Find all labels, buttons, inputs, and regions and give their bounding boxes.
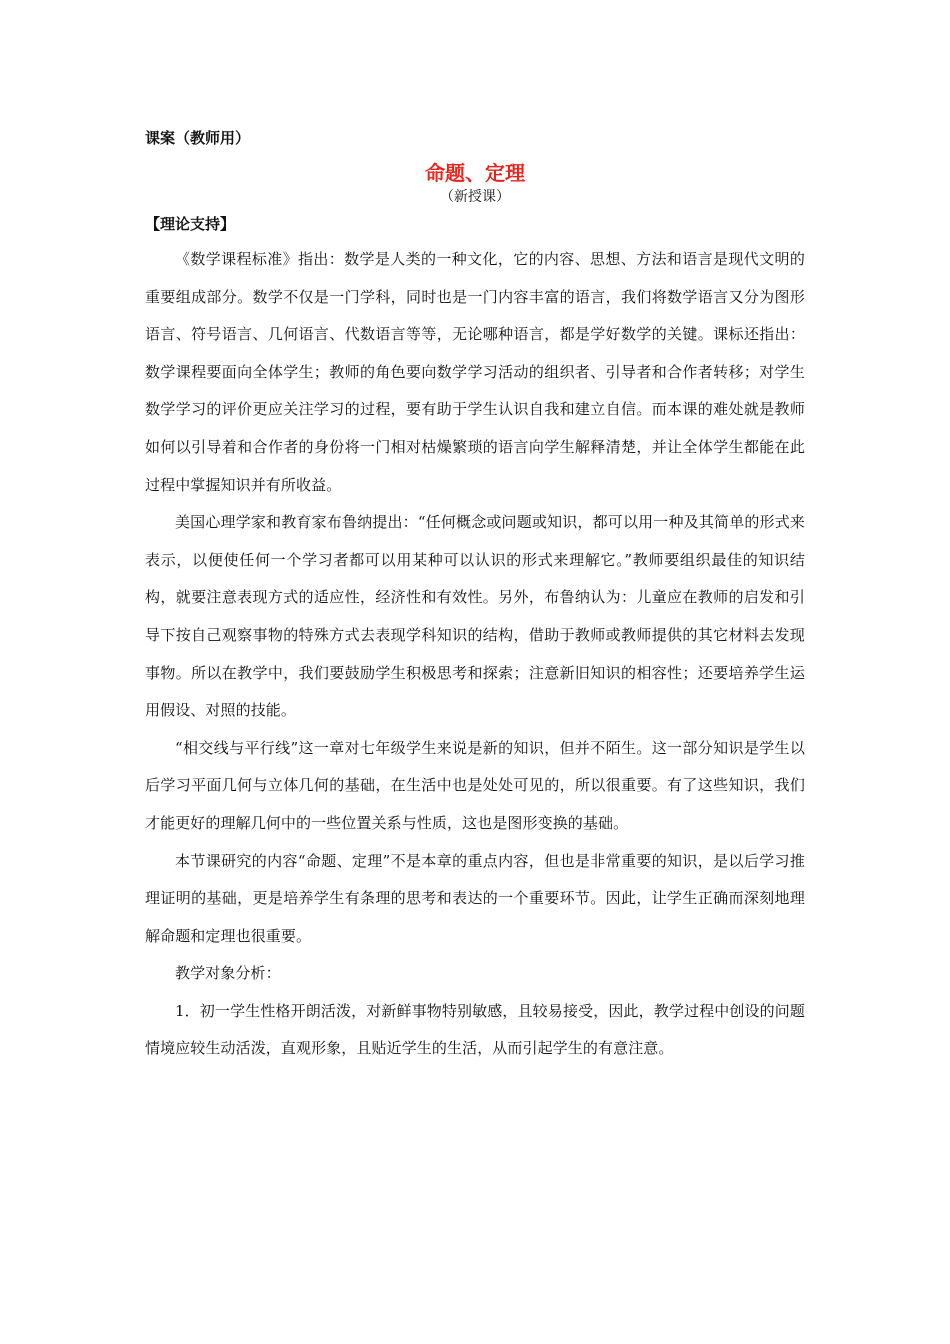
paragraph: 1．初一学生性格开朗活泼，对新鲜事物特别敏感，且较易接受，因此，教学过程中创设的问题情境应较生动活泼，直观形象，且贴近学生的生活，从而引起学生的有意注意。 <box>145 1001 805 1058</box>
paragraph: 美国心理学家和教育家布鲁纳提出：“任何概念或问题或知识，都可以用一种及其简单的形式来表示，以便使任何一个学习者都可以用某种可以认识的形式来理解它。”教师要组织最佳的知识结构，就要注意表现方式的适应性，经济性和有效性。另外，布鲁纳认为：儿童应在教师的启发和引导下按自己观察事物的特殊方式去表现学科知识的结构，借助于教师或教师提供的其它材料去发现事物。所以在教学中，我们要鼓励学生积极思考和探索；注意新旧知识的相容性；还要培养学生运用假设、对照的技能。 <box>145 513 805 720</box>
paragraph: 教学对象分析： <box>175 964 281 983</box>
paragraph: 《数学课程标准》指出：数学是人类的一种文化，它的内容、思想、方法和语言是现代文明的重要组成部分。数学不仅是一门学科，同时也是一门内容丰富的语言，我们将数学语言又分为图形语言、符号语言、几何语言、代数语言等等，无论哪种语言，都是学好数学的关键。课标还指出：数学课程要面向全体学生；教师的角色要向数学学习活动的组织者、引导者和合作者转移；对学生数学学习的评价更应关注学习的过程，要有助于学生认识自我和建立自信。而本课的难处就是教师如何以引导着和合作者的身份将一门相对枯燥繁琐的语言向学生解释清楚，并让全体学生都能在此过程中掌握知识并有所收益。 <box>145 250 805 494</box>
paragraph: “相交线与平行线”这一章对七年级学生来说是新的知识，但并不陌生。这一部分知识是学生以后学习平面几何与立体几何的基础，在生活中也是处处可见的，所以很重要。有了这些知识，我们才能更好的理解几何中的一些位置关系与性质，这也是图形变换的基础。 <box>145 738 805 832</box>
document-label: 课案（教师用） <box>145 129 251 147</box>
section-heading: 【理论支持】 <box>145 215 236 233</box>
document-subtitle: （新授课） <box>440 189 510 205</box>
paragraph: 本节课研究的内容“命题、定理”不是本章的重点内容，但也是非常重要的知识，是以后学习推理证明的基础，更是培养学生有条理的思考和表达的一个重要环节。因此，让学生正确而深刻地理解命题和定理也很重要。 <box>145 851 805 945</box>
document-title: 命题、定理 <box>425 161 525 185</box>
body-text <box>145 241 805 1068</box>
